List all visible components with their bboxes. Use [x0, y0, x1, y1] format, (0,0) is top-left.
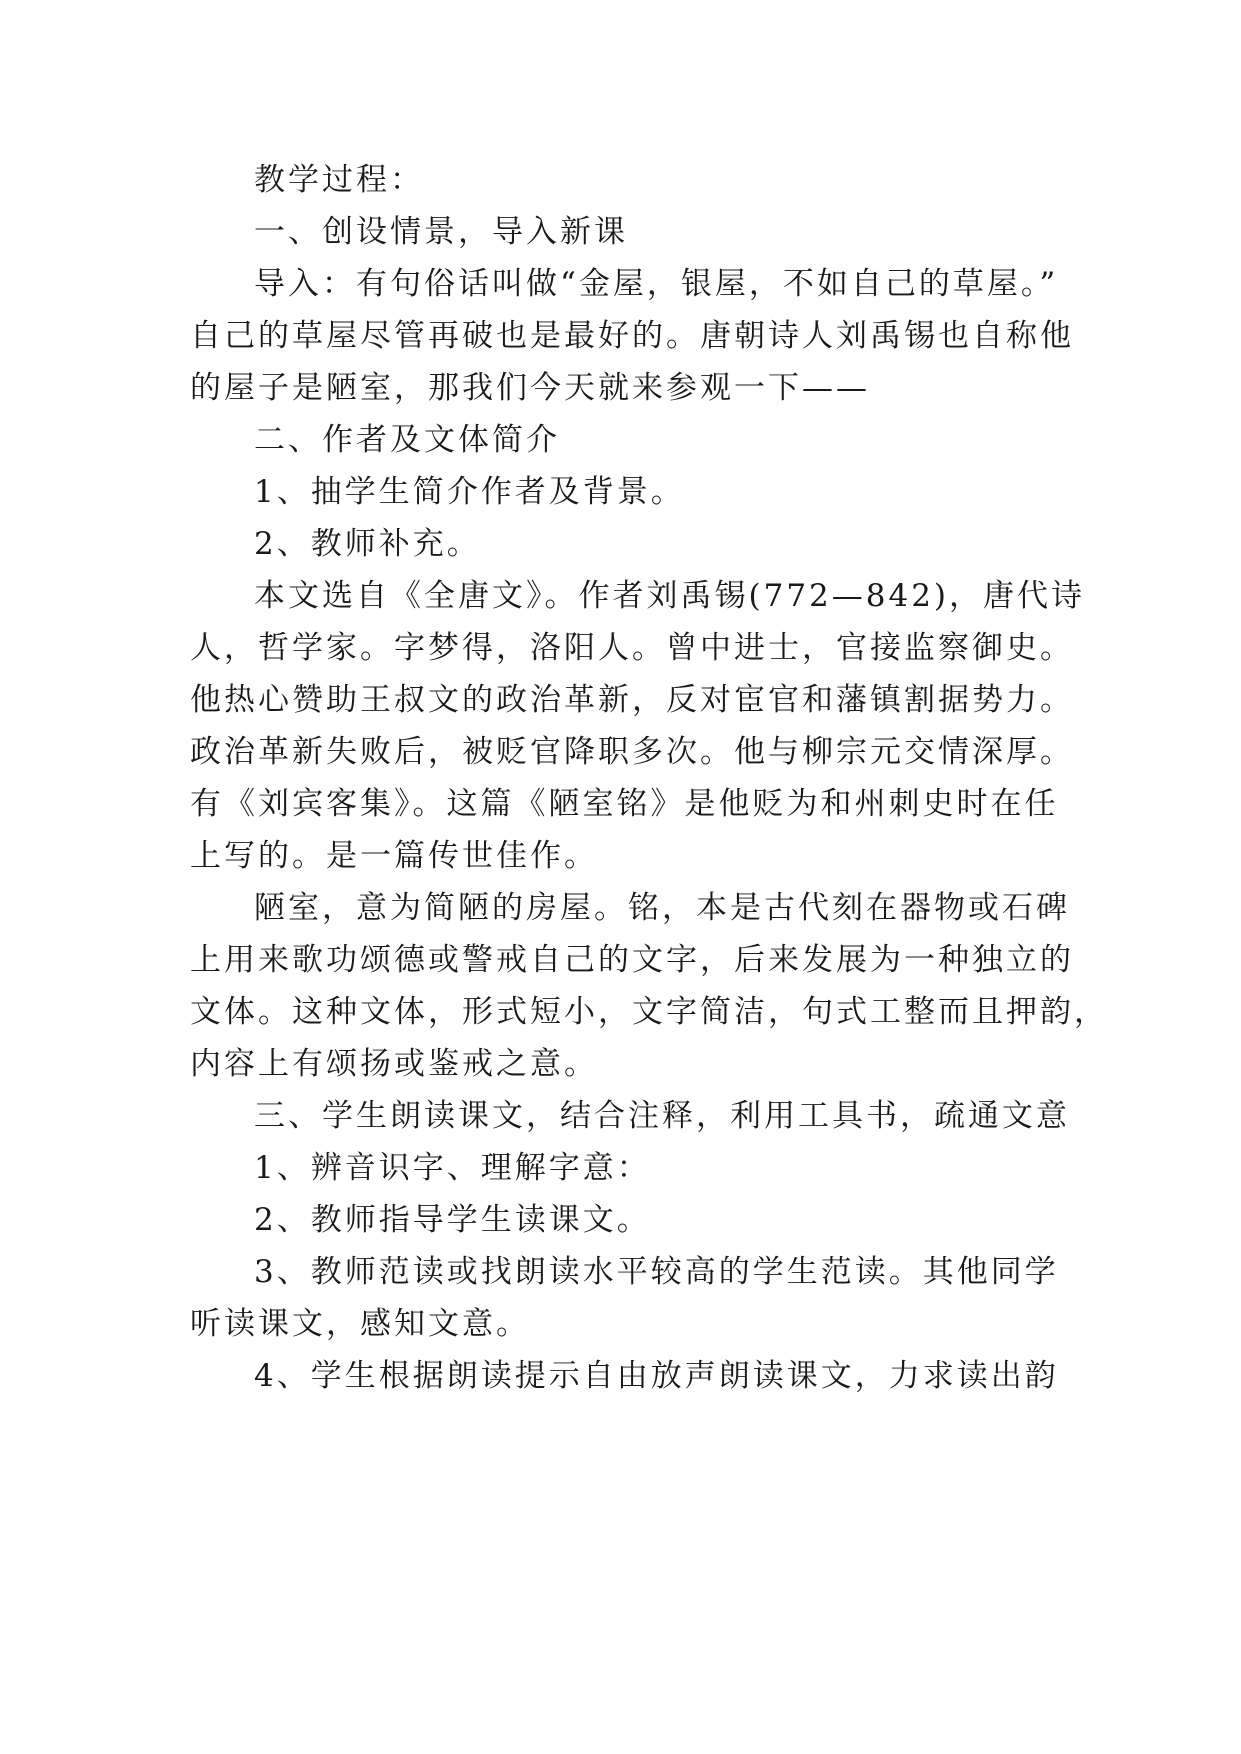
section-2-heading: 二、作者及文体简介: [254, 422, 560, 458]
paragraph-line: 本文选自《全唐文》。作者刘禹锡(772—842)，唐代诗: [254, 578, 1086, 614]
paragraph-line: 导入：有句俗话叫做“金屋，银屋，不如自己的草屋。”: [254, 266, 1059, 302]
section-1-heading: 一、创设情景，导入新课: [254, 214, 628, 250]
paragraph-line: 政治革新失败后，被贬官降职多次。他与柳宗元交情深厚。: [190, 734, 1074, 770]
section-3-heading: 三、学生朗读课文，结合注释，利用工具书，疏通文意: [254, 1098, 1070, 1134]
list-item: 2、教师补充。: [254, 526, 481, 562]
paragraph-line: 他热心赞助王叔文的政治革新，反对宦官和藩镇割据势力。: [190, 682, 1074, 718]
paragraph-line: 内容上有颂扬或鉴戒之意。: [190, 1046, 598, 1082]
paragraph-line: 有《刘宾客集》。这篇《陋室铭》是他贬为和州刺史时在任: [190, 786, 1059, 822]
list-item: 1、抽学生简介作者及背景。: [254, 474, 685, 510]
paragraph-line: 人，哲学家。字梦得，洛阳人。曾中进士，官接监察御史。: [190, 630, 1074, 666]
paragraph-line: 的屋子是陋室，那我们今天就来参观一下——: [190, 370, 870, 406]
list-item: 3、教师范读或找朗读水平较高的学生范读。其他同学: [254, 1254, 1059, 1290]
list-item: 2、教师指导学生读课文。: [254, 1202, 651, 1238]
paragraph-line: 上用来歌功颂德或警戒自己的文字，后来发展为一种独立的: [190, 942, 1074, 978]
list-item: 4、学生根据朗读提示自由放声朗读课文，力求读出韵: [254, 1358, 1059, 1394]
heading-teaching-process: 教学过程：: [254, 162, 424, 198]
paragraph-line: 听读课文，感知文意。: [190, 1306, 530, 1342]
list-item: 1、辨音识字、理解字意：: [254, 1150, 651, 1186]
paragraph-line: 文体。这种文体，形式短小，文字简洁，句式工整而且押韵，: [190, 994, 1108, 1030]
paragraph-line: 陋室，意为简陋的房屋。铭，本是古代刻在器物或石碑: [254, 890, 1070, 926]
paragraph-line: 自己的草屋尽管再破也是最好的。唐朝诗人刘禹锡也自称他: [190, 318, 1074, 354]
paragraph-line: 上写的。是一篇传世佳作。: [190, 838, 598, 874]
